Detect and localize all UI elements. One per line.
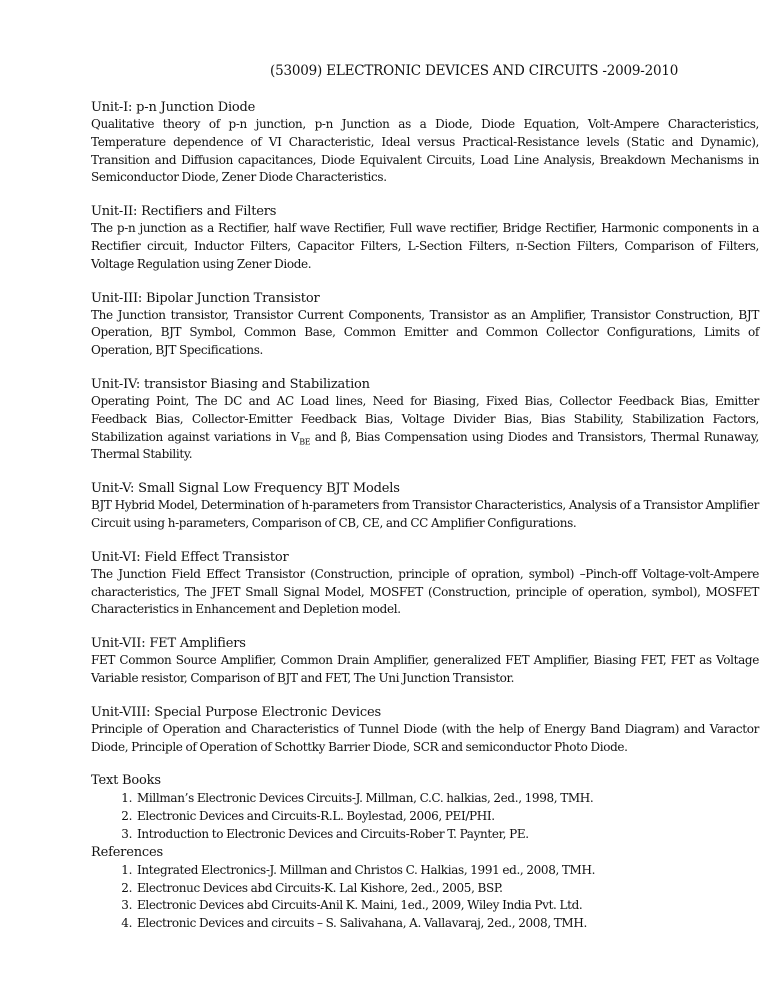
unit-body: Principle of Operation and Characteristics of Tunnel Diode (with the help of Energy Band Diagram) and Varactor Diode, Principle of Operation of Schottky Barrier Diode, SCR and semiconductor Photo Diode. [91, 721, 759, 754]
references-section [91, 844, 759, 933]
list-item: 1. Millman’s Electronic Devices Circuits-J. Millman, C.C. halkias, 2ed., 1998, TMH. [135, 790, 759, 808]
vbe-subscript: BE [299, 436, 311, 446]
unit-6 [91, 549, 759, 619]
unit-body [91, 393, 759, 464]
unit-body: The p-n junction as a Rectifier, half wave Rectifier, Full wave rectifier, Bridge Rectifier, Harmonic components in a Rectifier circuit, Inductor Filters, Capacitor Filters, L-Section Filters, π-Section Filters, Comparison of Filters, Voltage Regulation using Zener Diode. [91, 221, 759, 271]
unit-heading: Unit-V: Small Signal Low Frequency BJT Models [91, 481, 400, 497]
unit-heading: Unit-I: p-n Junction Diode [91, 100, 256, 115]
text-books-list [91, 790, 759, 843]
unit-2 [91, 203, 759, 273]
unit-7 [91, 635, 759, 688]
unit-body: FET Common Source Amplifier, Common Drain Amplifier, generalized FET Amplifier, Biasing FET, FET as Voltage Variable resistor, Comparison of BJT and FET, The Uni Junction Transistor. [91, 653, 759, 685]
unit-1 [91, 99, 759, 187]
unit-heading: Unit-VI: Field Effect Transistor [91, 549, 289, 565]
text-books-section [91, 772, 759, 843]
list-item: 1. Integrated Electronics-J. Millman and Christos C. Halkias, 1991 ed., 2008, TMH. [135, 862, 759, 880]
unit-5 [91, 480, 759, 533]
list-item: 4. Electronic Devices and circuits – S. Salivahana, A. Vallavaraj, 2ed., 2008, TMH. [135, 915, 759, 933]
references-heading: References [91, 844, 163, 860]
references-list [91, 862, 759, 933]
unit-heading: Unit-VII: FET Amplifiers [91, 636, 246, 652]
unit-4 [91, 376, 759, 464]
unit-heading: Unit-II: Rectifiers and Filters [91, 204, 277, 220]
unit-body: The Junction Field Effect Transistor (Construction, principle of opration, symbol) –Pinch-off Voltage-volt-Ampere characteristics, The JFET Small Signal Model, MOSFET (Construction, principle of operation, symbol), MOSFET Characteristics in Enhancement and Depletion model. [91, 566, 759, 617]
list-item: 3. Introduction to Electronic Devices and Circuits-Rober T. Paynter, PE. [135, 826, 759, 844]
text-books-heading: Text Books [91, 773, 161, 789]
unit-8 [91, 704, 759, 757]
list-item: 3. Electronic Devices abd Circuits-Anil K. Maini, 1ed., 2009, Wiley India Pvt. Ltd. [135, 897, 759, 915]
unit-body-pre: Operating Point, The DC and AC Load lines, Need for Biasing, Fixed Bias, Collector Feedback Bias, Emitter Feedback Bias, Collector-Emitter Feedback Bias, Voltage Divider Bias, Bias Stability, Stabilization Factors, Stabilization against variations in V [91, 393, 759, 444]
document-title: (53009) ELECTRONIC DEVICES AND CIRCUITS -2009-2010 [270, 63, 679, 79]
list-item: 2. Electronic Devices and Circuits-R.L. Boylestad, 2006, PEI/PHI. [135, 808, 759, 826]
document-page [91, 62, 759, 933]
unit-heading: Unit-III: Bipolar Junction Transistor [91, 290, 320, 306]
unit-heading: Unit-VIII: Special Purpose Electronic Devices [91, 704, 381, 720]
unit-body: Qualitative theory of p-n junction, p-n Junction as a Diode, Diode Equation, Volt-Ampere Characteristics, Temperature dependence of VI Characteristic, Ideal versus Practical-Resistance levels (Static and Dynamic), Transition and Diffusion capacitances, Diode Equivalent Circuits, Load Line Analysis, Breakdown Mechanisms in Semiconductor Diode, Zener Diode Characteristics. [91, 117, 759, 185]
unit-body: The Junction transistor, Transistor Current Components, Transistor as an Amplifier, Transistor Construction, BJT Operation, BJT Symbol, Common Base, Common Emitter and Common Collector Configurations, Limits of Operation, BJT Specifications. [91, 307, 759, 358]
unit-body-post: and β, Bias Compensation using Diodes and Transistors, Thermal Runaway, Thermal Stability. [91, 429, 760, 462]
unit-body: BJT Hybrid Model, Determination of h-parameters from Transistor Characteristics, Analysis of a Transistor Amplifier Circuit using h-parameters, Comparison of CB, CE, and CC Amplifier Configurations. [91, 498, 759, 530]
list-item: 2. Electronuc Devices abd Circuits-K. Lal Kishore, 2ed., 2005, BSP. [135, 880, 759, 898]
unit-3 [91, 290, 759, 360]
unit-heading: Unit-IV: transistor Biasing and Stabilization [91, 376, 370, 392]
